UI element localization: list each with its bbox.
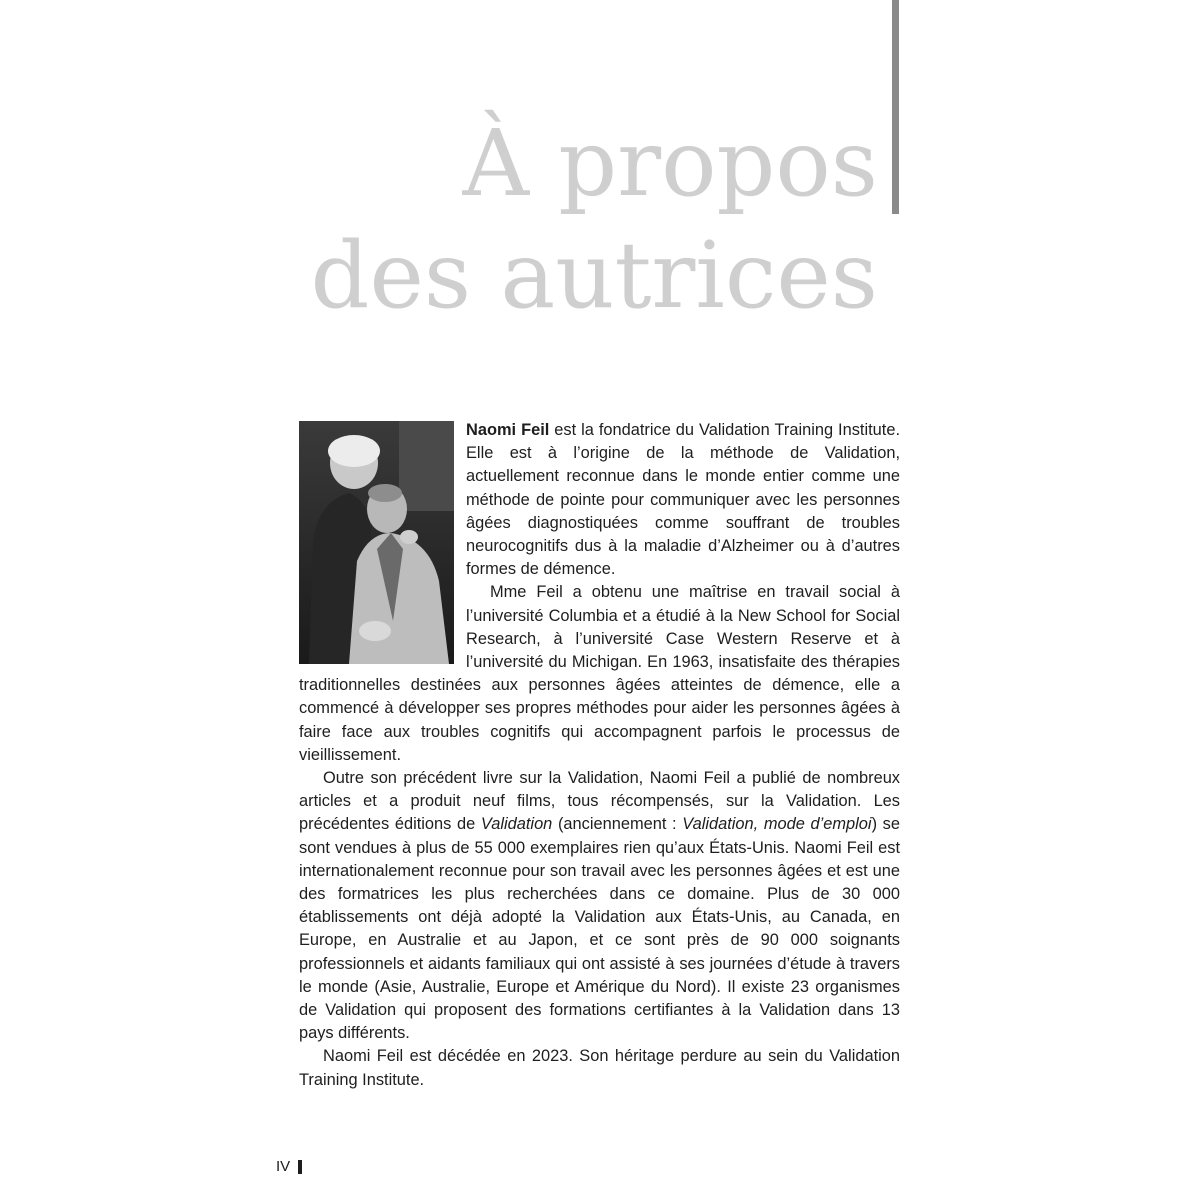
- book-title-mode-emploi: Validation, mode d’emploi: [682, 815, 872, 834]
- page-title-line-1: À propos: [462, 110, 878, 217]
- paragraph-3-part-a: Outre son précédent livre sur la Validation, Naomi Feil a publié de nombreux articles et a produit neuf films, tous récompensés, sur la Validation. Les précédentes éditions de: [299, 769, 900, 834]
- top-vertical-rule: [892, 0, 899, 214]
- paragraph-2: Mme Feil a obtenu une maîtrise en travail social à l’université Columbia et a étudié à la New School for Social Research, à l’université Case Western Reserve et à l’université du Michigan. En 1963, insatisfaite des thérapies traditionnelles destinées aux personnes âgées atteintes de démence, elle a commencé à développer ses propres méthodes pour aider les personnes âgées à faire face aux troubles cognitifs qui accompagnent parfois le processus de vieillissement.: [299, 583, 900, 764]
- paragraph-1-text: est la fondatrice du Validation Training Institute. Elle est à l’origine de la méthode de Validation, actuellement reconnue dans le monde entier comme une méthode de pointe pour communiquer avec les personnes âgées diagnostiquées comme souffrant de troubles neurocognitifs dus à la maladie d’Alzheimer ou à d’autres formes de démence.: [466, 421, 900, 579]
- paragraph-3-part-c: ) se sont vendues à plus de 55 000 exemplaires rien qu’aux États-Unis. Naomi Feil est internationalement reconnue pour son travail avec les personnes âgées et est une des formatrices les plus recherchées dans ce domaine. Plus de 30 000 établissements ont déjà adopté la Validation aux États-Unis, au Canada, en Europe, en Australie et au Japon, et ce sont près de 90 000 soignants professionnels et aidants familiaux qui ont assisté à ses journées d’étude à travers le monde (Asie, Australie, Europe et Amérique du Nord). Il existe 23 organismes de Validation qui proposent des formations certifiantes à la Validation dans 13 pays différents.: [299, 815, 900, 1043]
- paragraph-4: Naomi Feil est décédée en 2023. Son héritage perdure au sein du Validation Training Institute.: [299, 1047, 900, 1089]
- author-name: Naomi Feil: [466, 421, 550, 439]
- page-number: [276, 1158, 302, 1175]
- page-number-text: IV: [276, 1158, 291, 1175]
- page-number-bar: [298, 1160, 302, 1174]
- author-photo-image: [299, 421, 454, 664]
- body-text: [299, 419, 900, 1092]
- page-title-line-2: des autrices: [310, 222, 878, 329]
- author-photo: [299, 421, 454, 664]
- book-title-validation: Validation: [480, 815, 553, 834]
- paragraph-3: [299, 767, 900, 1045]
- paragraph-3-part-b: (anciennement :: [552, 815, 683, 834]
- page-title: [311, 108, 878, 332]
